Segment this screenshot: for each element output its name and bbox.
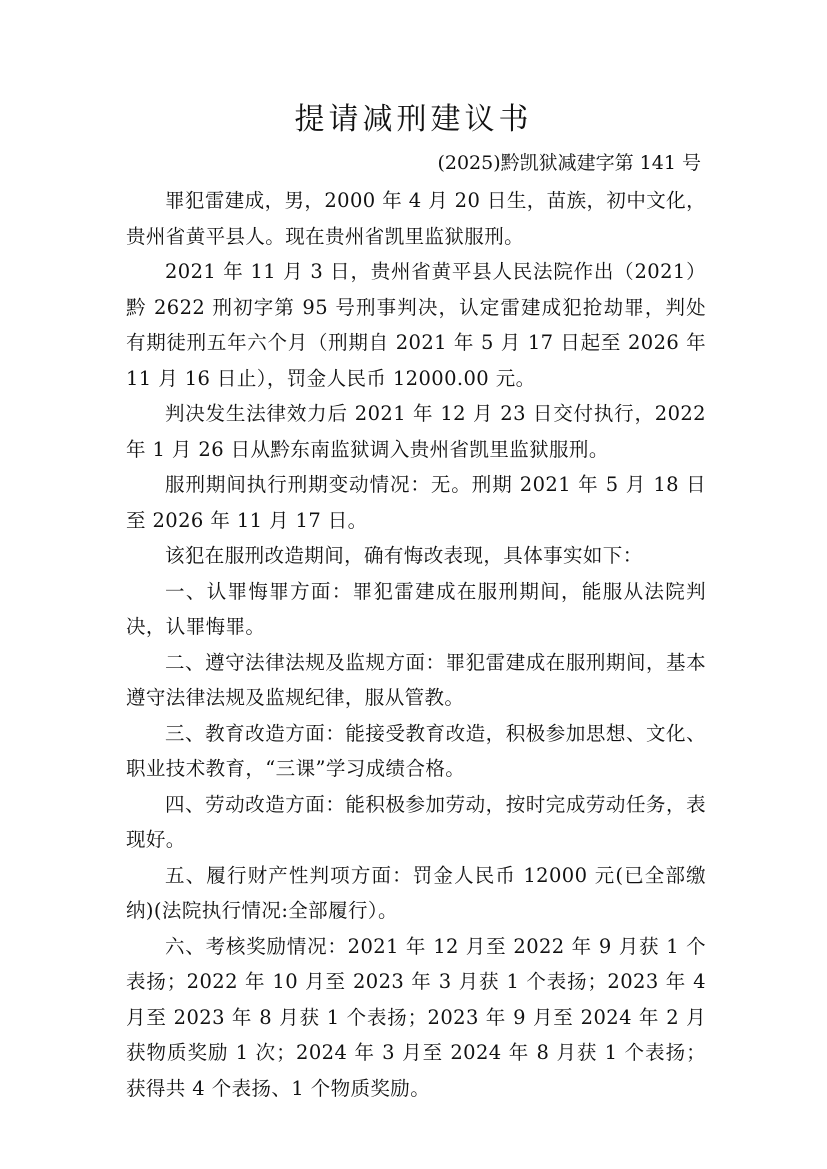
- paragraph-repentance: 一、认罪悔罪方面：罪犯雷建成在服刑期间，能服从法院判决，认罪悔罪。: [126, 579, 706, 638]
- document-title: 提请减刑建议书: [294, 102, 533, 137]
- paragraph-property: 五、履行财产性判项方面：罚金人民币 12000 元(已全部缴纳)(法院执行情况:全部履行）。: [126, 863, 706, 922]
- document-number: (2025)黔凯狱减建字第 141 号: [437, 152, 701, 174]
- paragraph-sentence-change: 服刑期间执行刑期变动情况：无。刑期 2021 年 5 月 18 日至 2026 年 11 月 17 日。: [126, 473, 706, 532]
- paragraph-execution: 判决发生法律效力后 2021 年 12 月 23 日交付执行，2022 年 1 月 26 日从黔东南监狱调入贵州省凯里监狱服刑。: [126, 402, 706, 461]
- paragraph-labor: 四、劳动改造方面：能积极参加劳动，按时完成劳动任务，表现好。: [126, 792, 706, 851]
- paragraph-rewards: 六、考核奖励情况：2021 年 12 月至 2022 年 9 月获 1 个表扬；2022 年 10 月至 2023 年 3 月获 1 个表扬；2023 年 4 月至 2023 年 8 月获 1 个表扬；2023 年 9 月至 2024 年 2 月获物质奖励 1 次；2024 年 3 月至 2024 年 8 月获 1 个表扬；获得共 4 个表扬、1 个物质奖励。: [126, 934, 706, 1100]
- paragraph-facts-intro: 该犯在服刑改造期间，确有悔改表现，具体事实如下：: [165, 544, 643, 567]
- paragraph-education: 三、教育改造方面：能接受教育改造，积极参加思想、文化、职业技术教育，“三课”学习成绩合格。: [126, 721, 706, 780]
- document-body: [126, 183, 706, 1106]
- paragraph-judgment: 2021 年 11 月 3 日，贵州省黄平县人民法院作出（2021）黔 2622 刑初字第 95 号刑事判决，认定雷建成犯抢劫罪，判处有期徒刑五年六个月（刑期自 2021 年 5 月 17 日起至 2026 年 11 月 16 日止），罚金人民币 12000.00 元。: [126, 260, 706, 390]
- paragraph-basic-info: 罪犯雷建成，男，2000 年 4 月 20 日生，苗族，初中文化，贵州省黄平县人。现在贵州省凯里监狱服刑。: [126, 189, 706, 248]
- paragraph-law-compliance: 二、遵守法律法规及监规方面：罪犯雷建成在服刑期间，基本遵守法律法规及监规纪律，服从管教。: [126, 650, 706, 709]
